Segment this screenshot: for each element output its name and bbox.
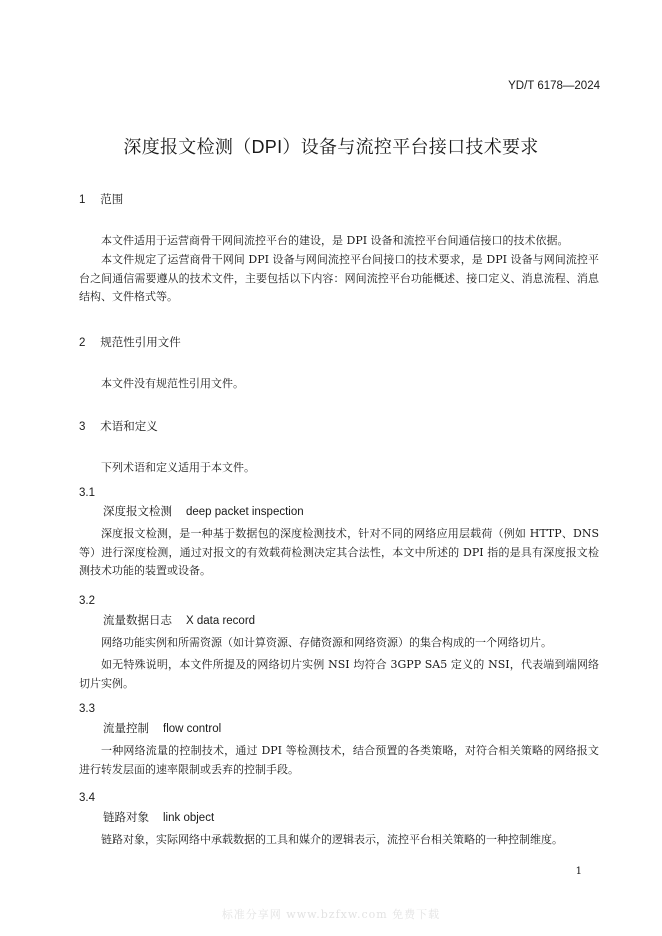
term-en: flow control (163, 723, 222, 735)
paragraph: 一种网络流量的控制技术，通过 DPI 等检测技术，结合预置的各类策略，对符合相关策略的网络报文进行转发层面的速率限制或丢弃的控制手段。 (79, 744, 599, 776)
term-heading (103, 503, 304, 519)
section-title: 术语和定义 (100, 421, 158, 433)
footer-watermark: 标准分享网 www.bzfxw.com 免费下载 (221, 908, 441, 921)
page-number: 1 (575, 866, 582, 877)
paragraph: 如无特殊说明，本文件所提及的网络切片实例 NSI 均符合 3GPP SA5 定义的 NSI，代表端到端网络切片实例。 (79, 658, 599, 690)
paragraph: 本文件没有规范性引用文件。 (101, 377, 244, 390)
section-title: 范围 (100, 194, 124, 206)
term-number: 3.3 (79, 703, 95, 715)
paragraph: 本文件适用于运营商骨干网间流控平台的建设，是 DPI 设备和流控平台间通信接口的技术依据。 (101, 234, 569, 247)
section-heading-normative-references (79, 334, 181, 350)
term-heading (103, 809, 214, 825)
section-number: 1 (79, 194, 86, 206)
term-en: deep packet inspection (186, 506, 304, 518)
term-zh: 链路对象 (103, 812, 149, 824)
term-zh: 流量控制 (103, 723, 149, 735)
term-heading (103, 612, 255, 628)
term-en: X data record (186, 615, 256, 627)
term-en: link object (163, 812, 215, 824)
paragraph: 本文件规定了运营商骨干网间 DPI 设备与网间流控平台间接口的技术要求，是 DPI 设备与网间流控平台之间通信需要遵从的技术文件，主要包括以下内容：网间流控平台功能概述、接口定义、消息流程、消息结构、文件格式等。 (79, 253, 599, 303)
standard-code: YD/T 6178—2024 (508, 80, 600, 92)
term-heading (103, 720, 221, 736)
section-heading-scope (79, 191, 123, 207)
term-number: 3.4 (79, 792, 95, 804)
term-number: 3.1 (79, 487, 95, 499)
term-number: 3.2 (79, 595, 95, 607)
section-heading-terms (79, 418, 158, 434)
paragraph: 网络功能实例和所需资源（如计算资源、存储资源和网络资源）的集合构成的一个网络切片。 (101, 636, 552, 649)
paragraph: 链路对象，实际网络中承载数据的工具和媒介的逻辑表示，流控平台相关策略的一种控制维度。 (101, 833, 563, 846)
paragraph: 下列术语和定义适用于本文件。 (101, 461, 255, 474)
section-number: 3 (79, 421, 86, 433)
section-title: 规范性引用文件 (100, 337, 181, 349)
term-zh: 深度报文检测 (103, 506, 172, 518)
section-number: 2 (79, 337, 86, 349)
paragraph: 深度报文检测，是一种基于数据包的深度检测技术，针对不同的网络应用层载荷（例如 HTTP、DNS 等）进行深度检测，通过对报文的有效载荷检测决定其合法性，本文中所述的 DPI 指的是具有深度报文检测技术功能的装置或设备。 (79, 527, 599, 577)
document-title: 深度报文检测（DPI）设备与流控平台接口技术要求 (123, 137, 539, 157)
term-zh: 流量数据日志 (103, 615, 172, 627)
